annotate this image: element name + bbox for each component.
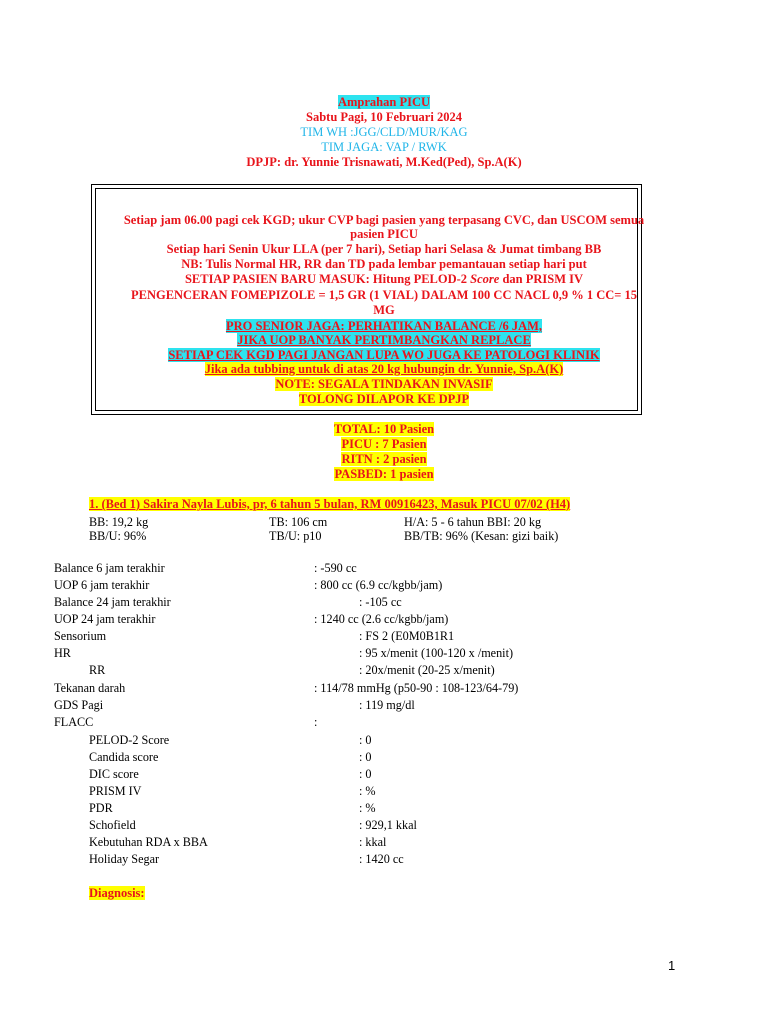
anthro-tbu: TB/U: p10	[269, 529, 322, 543]
summary-pasbed: PASBED: 1 pasien	[334, 467, 434, 481]
summary-picu-wrap	[0, 437, 768, 452]
diagnosis-label: Diagnosis:	[89, 886, 145, 900]
header-title: Amprahan PICU	[337, 95, 431, 109]
anthro-tb: TB: 106 cm	[269, 515, 328, 529]
vital-label: PDR	[89, 801, 113, 815]
notice-line-4-italic: Score	[470, 272, 500, 286]
notice-line-4-pre: SETIAP PASIEN BARU MASUK: Hitung PELOD-2	[184, 272, 471, 286]
vital-value: :	[314, 715, 318, 729]
notice-line-9-wrap	[0, 362, 768, 377]
notice-line-1a: Setiap jam 06.00 pagi cek KGD; ukur CVP bagi pasien yang terpasang CVC, dan USCOM semua	[123, 213, 645, 227]
vital-label: Holiday Segar	[89, 852, 160, 866]
notice-line-5a: PENGENCERAN FOMEPIZOLE = 1,5 GR (1 VIAL) DALAM 100 CC NACL 0,9 % 1 CC= 15	[130, 288, 638, 302]
vital-value: : 1420 cc	[359, 852, 404, 866]
summary-ritn: RITN : 2 pasien	[341, 452, 427, 466]
notice-line-4-post: dan PRISM IV	[499, 272, 584, 286]
notice-line-7: JIKA UOP BANYAK PERTIMBANGKAN REPLACE	[237, 333, 531, 347]
vital-value: : 929,1 kkal	[359, 818, 417, 832]
vital-label: UOP 6 jam terakhir	[54, 578, 150, 592]
vital-value: : %	[359, 784, 376, 798]
vital-label: Kebutuhan RDA x BBA	[89, 835, 208, 849]
summary-picu: PICU : 7 Pasien	[341, 437, 427, 451]
anthro-bbtb: BB/TB: 96% (Kesan: gizi baik)	[404, 529, 559, 543]
vital-label: PELOD-2 Score	[89, 733, 170, 747]
notice-line-11: TOLONG DILAPOR KE DPJP	[298, 392, 470, 406]
vital-value: : 0	[359, 767, 372, 781]
notice-line-10: NOTE: SEGALA TINDAKAN INVASIF	[275, 377, 493, 391]
notice-line-11-wrap	[0, 392, 768, 407]
vital-label: Schofield	[89, 818, 136, 832]
header-tim-jaga: TIM JAGA: VAP / RWK	[321, 140, 447, 154]
notice-line-8-wrap	[0, 348, 768, 363]
patient-heading: 1. (Bed 1) Sakira Nayla Lubis, pr, 6 tahun 5 bulan, RM 00916423, Masuk PICU 07/02 (H4)	[89, 497, 571, 511]
notice-line-6: PRO SENIOR JAGA: PERHATIKAN BALANCE /6 JAM,	[225, 319, 543, 333]
vital-value: : 119 mg/dl	[359, 698, 415, 712]
vital-label: GDS Pagi	[54, 698, 104, 712]
notice-line-1b: pasien PICU	[350, 227, 418, 241]
vital-label: PRISM IV	[89, 784, 142, 798]
notice-line-2: Setiap hari Senin Ukur LLA (per 7 hari), Setiap hari Selasa & Jumat timbang BB	[166, 242, 602, 256]
vital-label: HR	[54, 646, 71, 660]
header-title-line	[0, 95, 768, 110]
anthro-bbu: BB/U: 96%	[89, 529, 147, 543]
vital-label: DIC score	[89, 767, 139, 781]
header-dpjp: DPJP: dr. Yunnie Trisnawati, M.Ked(Ped), Sp.A(K)	[246, 155, 522, 169]
vital-label: Balance 24 jam terakhir	[54, 595, 171, 609]
patient-heading-wrap	[89, 497, 570, 512]
vital-label: RR	[89, 663, 106, 677]
vital-value: : 1240 cc (2.6 cc/kgbb/jam)	[314, 612, 449, 626]
notice-line-3: NB: Tulis Normal HR, RR dan TD pada lembar pemantauan setiap hari put	[181, 257, 587, 271]
vital-value: : -105 cc	[359, 595, 402, 609]
notice-line-4	[0, 272, 768, 287]
vital-value: : kkal	[359, 835, 387, 849]
notice-line-7-wrap	[0, 333, 768, 348]
vital-value: : 800 cc (6.9 cc/kgbb/jam)	[314, 578, 443, 592]
notice-line-10-wrap	[0, 377, 768, 392]
vital-label: FLACC	[54, 715, 94, 729]
vital-value: : 0	[359, 750, 372, 764]
anthro-bb: BB: 19,2 kg	[89, 515, 149, 529]
vital-value: : 0	[359, 733, 372, 747]
vital-value: : %	[359, 801, 376, 815]
vital-label: Tekanan darah	[54, 681, 126, 695]
anthro-ha-bbi: H/A: 5 - 6 tahun BBI: 20 kg	[404, 515, 542, 529]
notice-line-9: Jika ada tubbing untuk di atas 20 kg hubungin dr. Yunnie, Sp.A(K)	[204, 362, 564, 376]
notice-line-8: SETIAP CEK KGD PAGI JANGAN LUPA WO JUGA KE PATOLOGI KLINIK	[168, 348, 600, 362]
summary-pasbed-wrap	[0, 467, 768, 482]
vital-label: Balance 6 jam terakhir	[54, 561, 165, 575]
vital-label: Candida score	[89, 750, 159, 764]
notice-line-5b: MG	[373, 303, 395, 317]
page-number: 1	[668, 958, 676, 973]
summary-total: TOTAL: 10 Pasien	[333, 422, 435, 436]
vital-value: : 114/78 mmHg (p50-90 : 108-123/64-79)	[314, 681, 519, 695]
vital-label: Sensorium	[54, 629, 107, 643]
header-date: Sabtu Pagi, 10 Februari 2024	[306, 110, 462, 124]
notice-line-6-wrap	[0, 319, 768, 334]
diagnosis-wrap	[89, 886, 145, 901]
header-tim-wh: TIM WH :JGG/CLD/MUR/KAG	[300, 125, 468, 139]
vital-value: : 95 x/menit (100-120 x /menit)	[359, 646, 514, 660]
summary-total-wrap	[0, 422, 768, 437]
vital-label: UOP 24 jam terakhir	[54, 612, 156, 626]
vital-value: : -590 cc	[314, 561, 357, 575]
summary-ritn-wrap	[0, 452, 768, 467]
vital-value: : FS 2 (E0M0B1R1	[359, 629, 455, 643]
vital-value: : 20x/menit (20-25 x/menit)	[359, 663, 495, 677]
